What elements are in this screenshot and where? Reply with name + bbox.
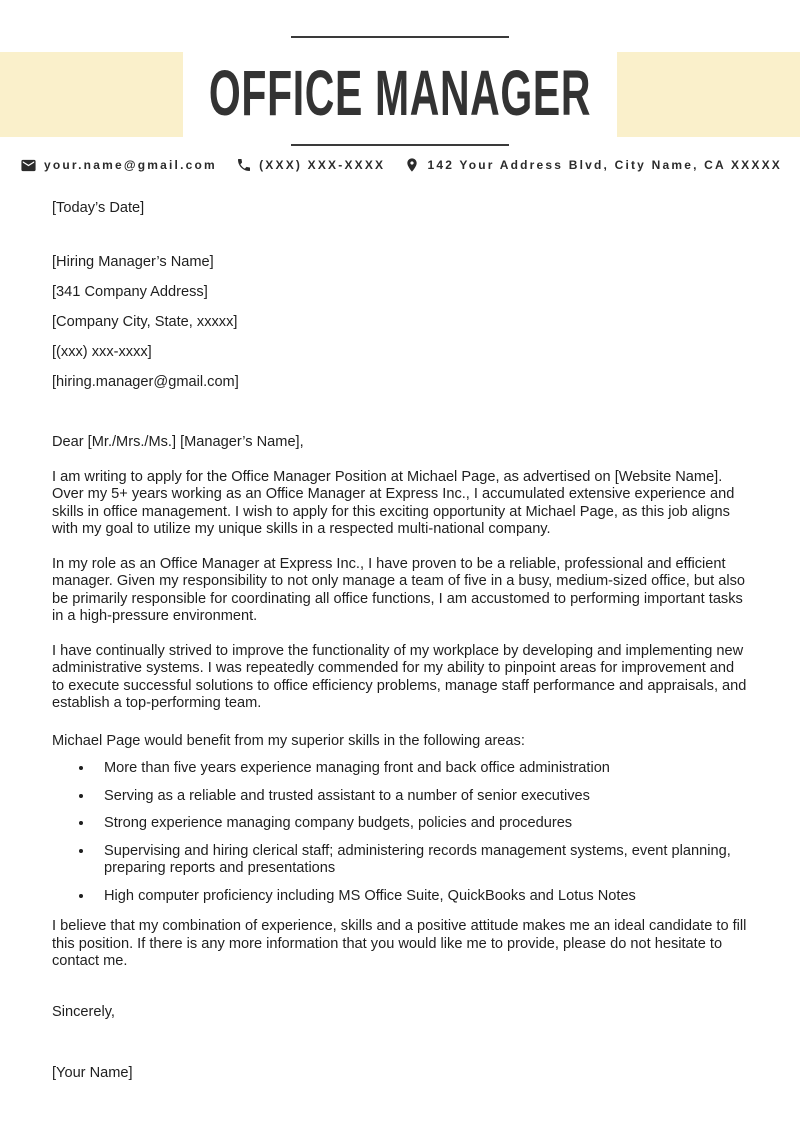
- closing-paragraph: I believe that my combination of experience, skills and a positive attitude makes me an ideal candidate to fill this position. If there is any more information that you would like me to provide, please do not hesitate to contact me.: [52, 918, 747, 969]
- skills-list: [52, 760, 748, 905]
- signoff: Sincerely,: [52, 1003, 115, 1020]
- recipient-name: [Hiring Manager’s Name]: [52, 253, 214, 270]
- letterhead: [0, 0, 800, 174]
- signature-name: [Your Name]: [52, 1065, 133, 1081]
- title-rule-top: [291, 36, 509, 38]
- envelope-icon: [20, 157, 37, 174]
- paragraph-intro: I am writing to apply for the Office Manager Position at Michael Page, as advertised on [Website Name]. Over my 5+ years working as an Office Manager at Express Inc., I accumulated extensive experience and skills in office management. I wish to apply for this exciting opportunity at Michael Page, as this job aligns with my goal to utilize my unique skills in a respected multi-national company.: [52, 468, 735, 537]
- paragraph-role: In my role as an Office Manager at Express Inc., I have proven to be a reliable, professional and efficient manager. Given my responsibility to not only manage a team of five in a busy, medium-sized office, but also be primarily responsible for coordinating all office functions, I am accustomed to performing important tasks in a high-pressure environment.: [52, 555, 746, 624]
- salutation: Dear [Mr./Mrs./Ms.] [Manager’s Name],: [52, 434, 304, 450]
- skill-item: • High computer proficiency including MS Office Suite, QuickBooks and Lotus Notes: [94, 888, 748, 906]
- recipient-phone: [(xxx) xxx-xxxx]: [52, 343, 152, 360]
- contact-email-text: your.name@gmail.com: [44, 158, 217, 172]
- skills-intro: Michael Page would benefit from my superior skills in the following areas:: [52, 732, 525, 749]
- contact-email: [20, 157, 217, 174]
- recipient-block: [52, 254, 748, 392]
- letter-body: [0, 200, 800, 1083]
- paragraph-improvement: I have continually strived to improve the functionality of my workplace by developing and implementing new administrative systems. I was repeatedly commended for my ability to pinpoint areas for improvement and to execute successful solutions to office efficiency problems, manage staff performance and appraisals, and establish a top-performing team.: [52, 642, 747, 711]
- recipient-address: [341 Company Address]: [52, 283, 208, 300]
- contact-bar: [0, 156, 800, 174]
- contact-phone: [236, 157, 385, 173]
- phone-icon: [236, 157, 252, 173]
- skill-item: • Supervising and hiring clerical staff; administering records management systems, event planning, preparing reports and presentations: [94, 843, 748, 878]
- skill-item: • More than five years experience managing front and back office administration: [94, 760, 748, 778]
- recipient-email: [hiring.manager@gmail.com]: [52, 373, 239, 390]
- title-rule-bottom: [291, 144, 509, 146]
- contact-address: [404, 156, 782, 174]
- skill-item: • Serving as a reliable and trusted assistant to a number of senior executives: [94, 788, 748, 806]
- recipient-city-state: [Company City, State, xxxxx]: [52, 313, 238, 330]
- date-line: [Today’s Date]: [52, 200, 145, 216]
- contact-phone-text: (XXX) XXX-XXXX: [259, 158, 386, 172]
- contact-address-text: 142 Your Address Blvd, City Name, CA XXXXX: [427, 158, 782, 172]
- location-pin-icon: [404, 156, 420, 174]
- page-title: OFFICE MANAGER: [208, 57, 592, 129]
- skill-item: • Strong experience managing company budgets, policies and procedures: [94, 815, 748, 833]
